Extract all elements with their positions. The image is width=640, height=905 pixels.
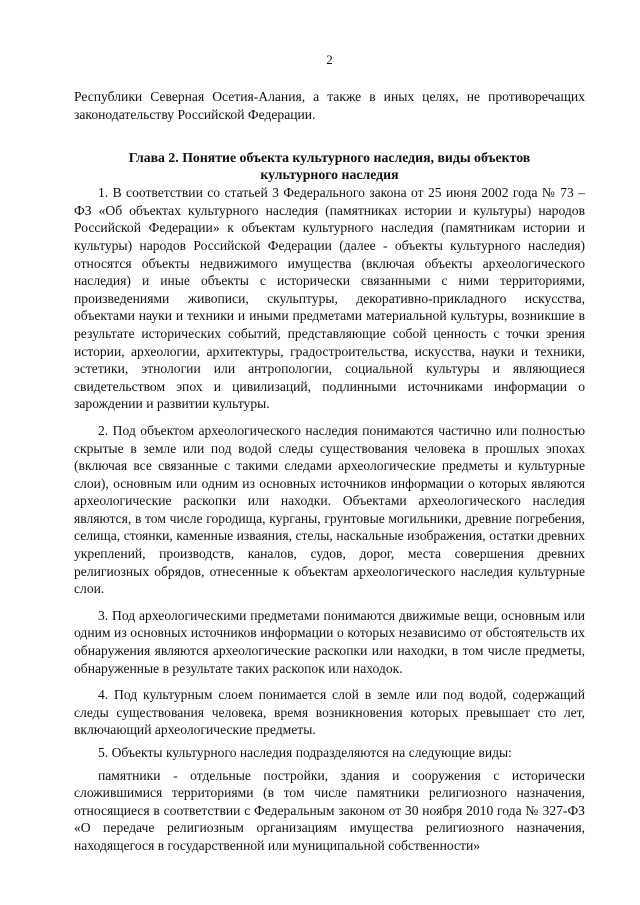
paragraph-3: 3. Под археологическими предметами понимаются движимые вещи, основным или одним из основных источников информации о которых независимо от обстоятельств их обнаружения являются археологические раскопки или находки, в том числе предметы, обнаруженные в результате таких раскопок или находок. <box>74 607 585 676</box>
intro-paragraph: Республики Северная Осетия-Алания, а также в иных целях, не противоречащих законодательству Российской Федерации. <box>74 89 585 122</box>
paragraph-4: 4. Под культурным слоем понимается слой в земле или под водой, содержащий следы существования человека, время возникновения которых превышает сто лет, включающий археологические предметы. <box>74 687 585 738</box>
paragraph-5: 5. Объекты культурного наследия подразделяются на следующие виды: <box>98 745 512 760</box>
paragraph-1: 1. В соответствии со статьей 3 Федерального закона от 25 июня 2002 года № 73 – ФЗ «Об объектах культурного наследия (памятниках истории и культуры) народов Российской Федерации» к объектам культурного наследия (памятникам истории и культуры) народов Российской Федерации (далее - объекты культурного наследия) относятся объекты недвижимого имущества (включая объекты археологического наследия) и иные объекты с исторически связанными с ними территориями, произведениями живописи, скульптуры, декоративно-прикладного искусства, объектами науки и техники и иными предметами материальной культуры, возникшие в результате исторических событий, представляющие собой ценность с точки зрения истории, археологии, архитектуры, градостроительства, искусства, науки и техники, эстетики, этнологии или антропологии, социальной культуры и являющиеся свидетельством эпох и цивилизаций, подлинными источниками информации о зарождении и развитии культуры. <box>74 185 585 412</box>
page-number: 2 <box>326 52 333 67</box>
paragraph-monuments: памятники - отдельные постройки, здания и сооружения с исторически сложившимися территориями (в том числе памятники религиозного назначения, относящиеся в соответствии с Федеральным законом от 30 ноября 2010 года № 327-ФЗ «О передаче религиозным организациям имущества религиозного назначения, находящегося в государственной или муниципальной собственности» <box>74 767 585 853</box>
chapter-title: Глава 2. Понятие объекта культурного наследия, виды объектов культурного наследия <box>128 150 531 183</box>
paragraph-2: 2. Под объектом археологического наследия понимаются частично или полностью скрытые в земле или под водой следы существования человека в прошлых эпохах (включая все связанные с такими следами археологические предметы и культурные слои), основным или одним из основных источников информации о которых являются археологические раскопки или находки. Объектами археологического наследия являются, в том числе городища, курганы, грунтовые могильники, древние погребения, селища, стоянки, каменные изваяния, стелы, наскальные изображения, остатки древних укреплений, производств, каналов, судов, дорог, места совершения древних религиозных обрядов, отнесенные к объектам археологического наследия культурные слои. <box>74 422 585 597</box>
